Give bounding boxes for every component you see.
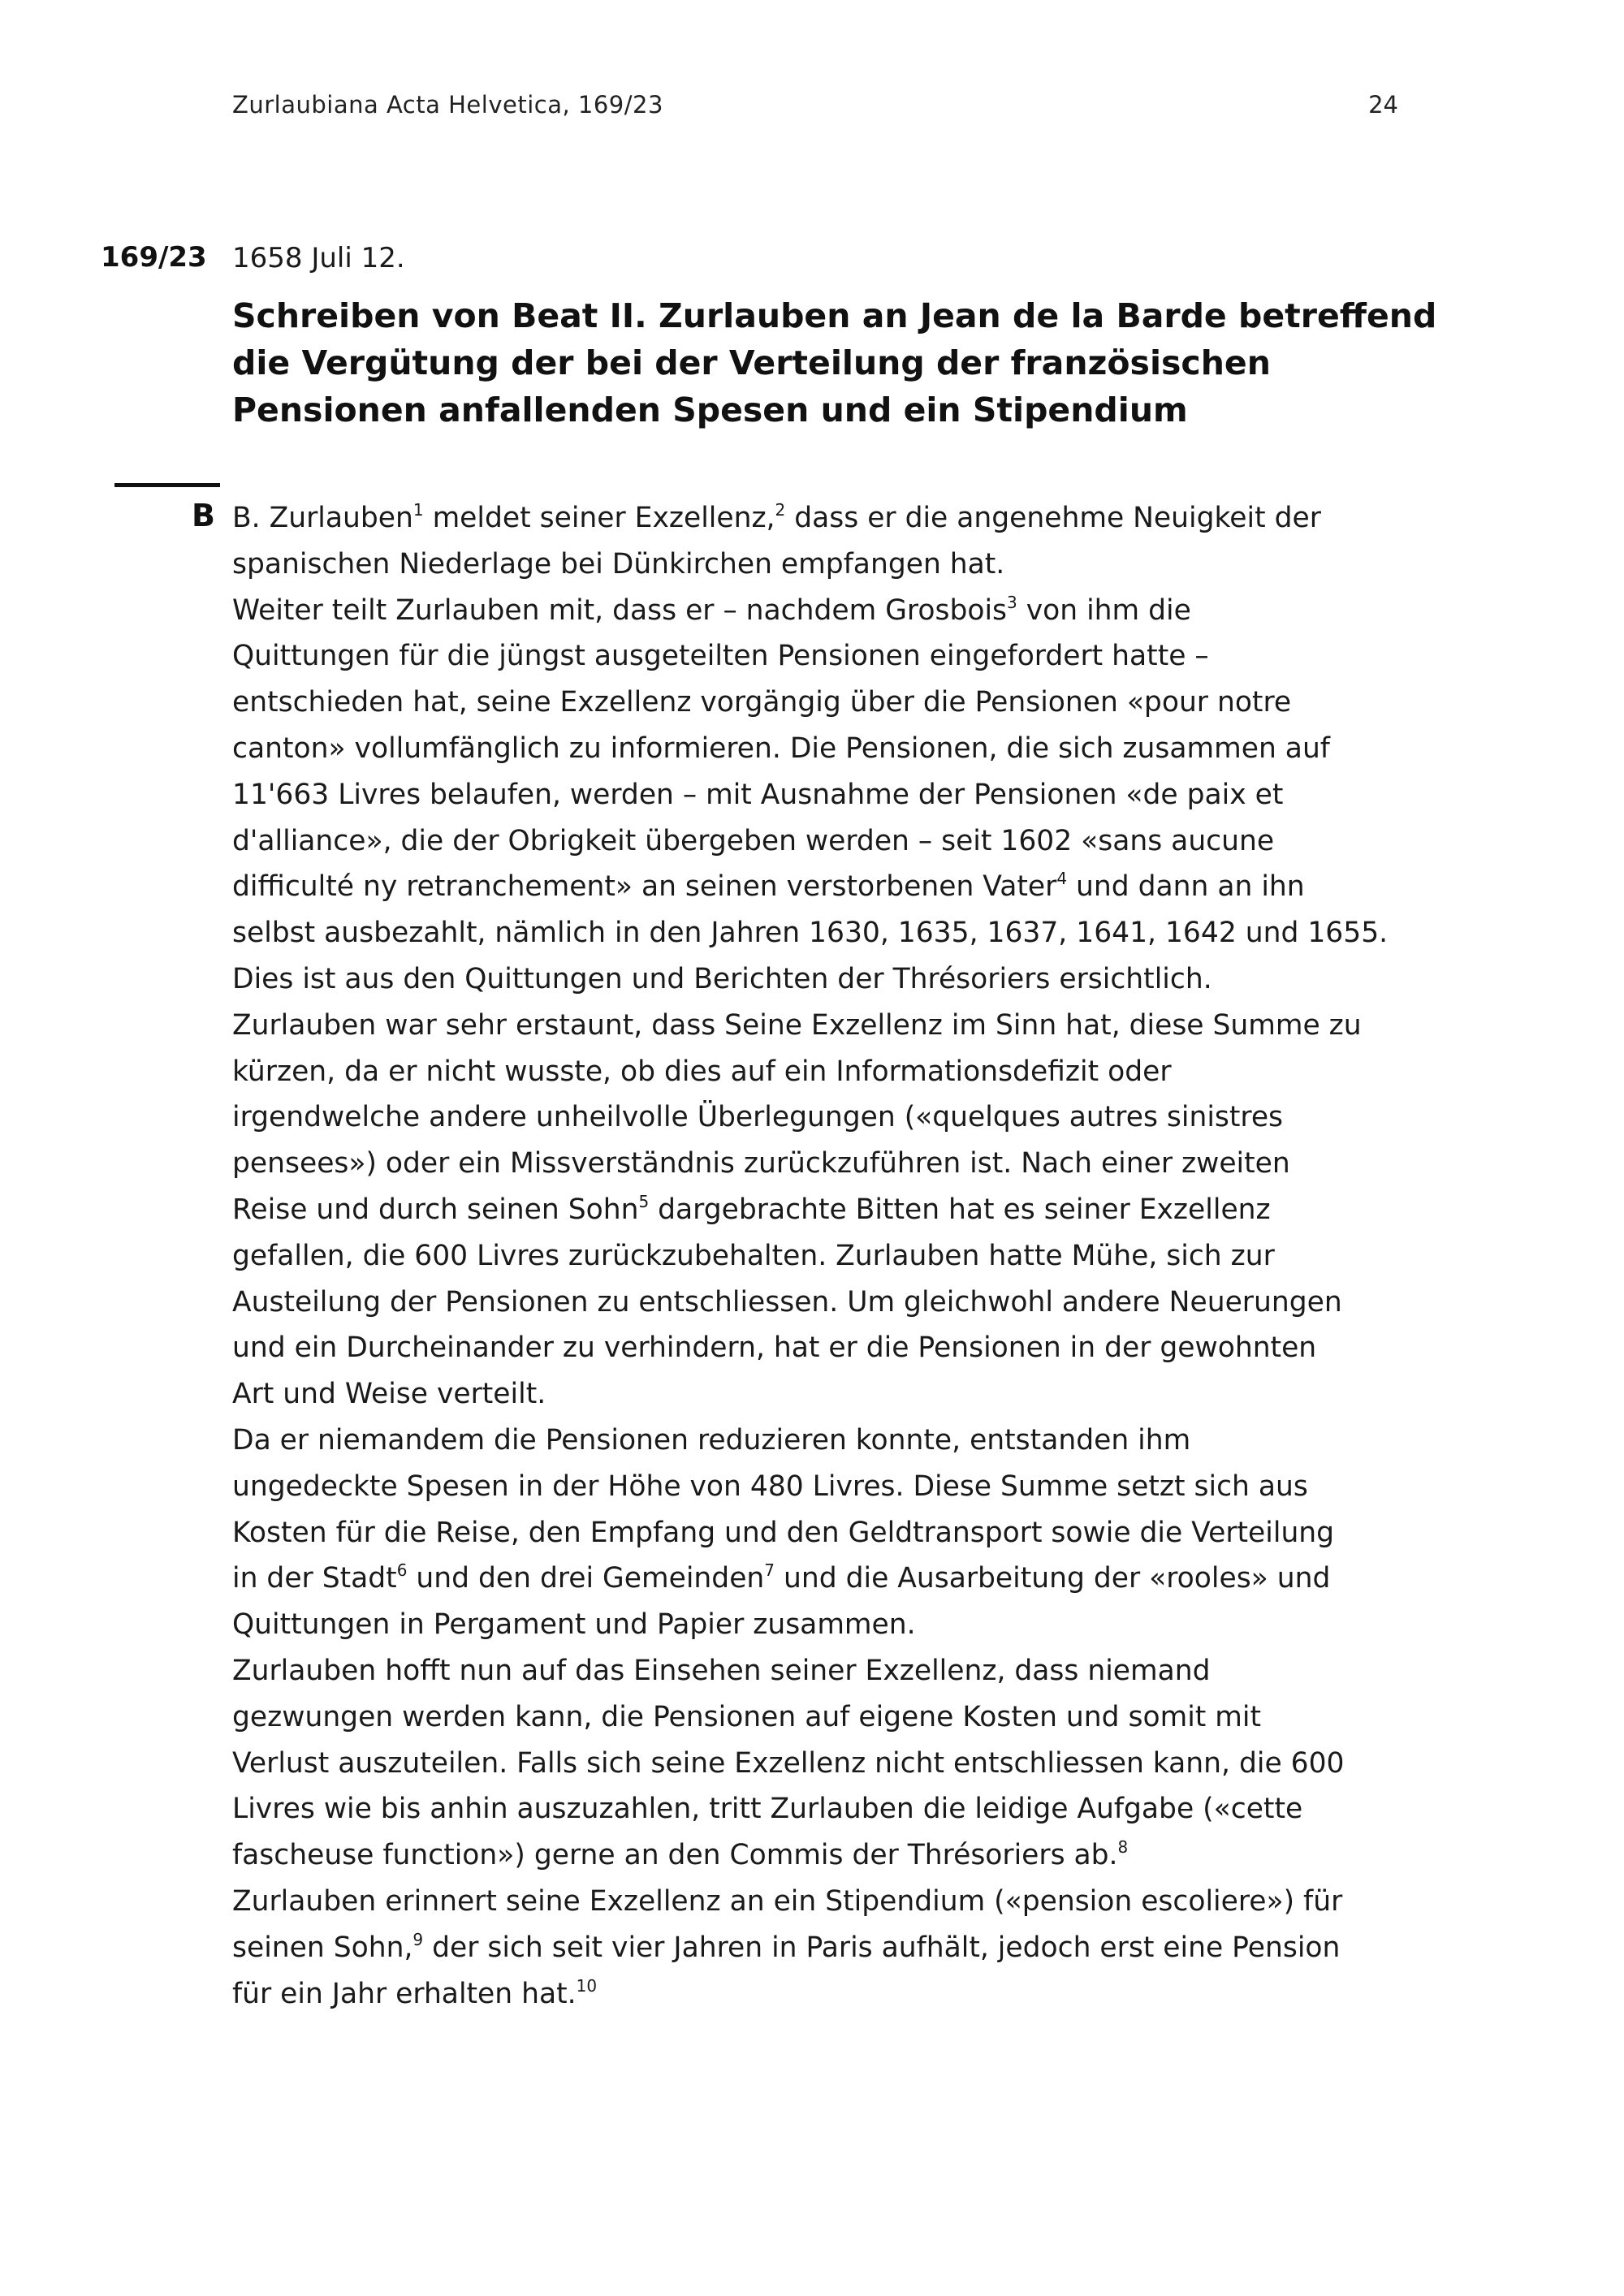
text-segment: gezwungen werden kann, die Pensionen auf eigene Kosten und somit mit [232,1700,1261,1733]
body-line [232,864,1418,910]
body-line [232,956,1418,1003]
text-segment: und die Ausarbeitung der «rooles» und [775,1562,1331,1595]
body-line [232,1049,1418,1095]
title-line: Schreiben von Beat II. Zurlauben an Jean de la Barde betreffend [232,296,1437,335]
footnote-reference: 6 [396,1560,408,1581]
footnote-reference: 10 [576,1975,598,1996]
section-rule [114,483,220,487]
body-line [232,818,1418,865]
body-line [232,1141,1418,1187]
body-line [232,910,1418,956]
text-segment: 11'663 Livres belaufen, werden – mit Ausnahme der Pensionen «de paix et [232,778,1284,811]
title-line: Pensionen anfallenden Spesen und ein Stipendium [232,391,1188,429]
text-segment: gefallen, die 600 Livres zurückzubehalten. Zurlauben hatte Mühe, sich zur [232,1239,1275,1272]
text-segment: Weiter teilt Zurlauben mit, dass er – nachdem Grosbois [232,593,1008,627]
body-line [232,772,1418,818]
footnote-reference: 2 [775,500,786,520]
page-number: 24 [1368,91,1398,119]
body-line [232,495,1418,542]
body-line [232,1694,1418,1741]
text-segment: der sich seit vier Jahren in Paris aufhält, jedoch erst eine Pension [423,1931,1341,1964]
text-segment: seinen Sohn, [232,1931,413,1964]
text-segment: Art und Weise verteilt. [232,1378,546,1411]
text-segment: ungedeckte Spesen in der Höhe von 480 Livres. Diese Summe setzt sich aus [232,1470,1308,1503]
body-line [232,680,1418,726]
text-segment: Zurlauben war sehr erstaunt, dass Seine Exzellenz im Sinn hat, diese Summe zu [232,1008,1362,1042]
text-segment: fascheuse function») gerne an den Commis der Thrésoriers ab. [232,1839,1118,1872]
footnote-reference: 4 [1056,869,1068,889]
document-number: 169/23 [101,241,207,274]
text-segment: Kosten für die Reise, den Empfang und den Geldtransport sowie die Verteilung [232,1516,1335,1549]
text-segment: dargebrachte Bitten hat es seiner Exzellenz [649,1193,1271,1226]
body-line [232,588,1418,634]
body-line [232,1280,1418,1326]
text-segment: Zurlauben hofft nun auf das Einsehen seiner Exzellenz, dass niemand [232,1654,1211,1687]
document-date: 1658 Juli 12. [232,242,405,274]
body-line [232,1925,1418,1971]
text-segment: entschieden hat, seine Exzellenz vorgängig über die Pensionen «pour notre [232,686,1292,719]
body-line [232,1094,1418,1141]
document-title [232,292,1437,434]
title-line: die Vergütung der bei der Verteilung der französischen [232,343,1271,382]
text-segment: d'alliance», die der Obrigkeit übergeben werden – seit 1602 «sans aucune [232,824,1275,857]
running-head: Zurlaubiana Acta Helvetica, 169/23 [232,91,663,119]
body-line [232,1187,1418,1233]
text-segment: und den drei Gemeinden [407,1562,765,1595]
text-segment: irgendwelche andere unheilvolle Überlegungen («quelques autres sinistres [232,1101,1284,1134]
body-line [232,1602,1418,1648]
footnote-reference: 8 [1117,1837,1129,1858]
body-line [232,633,1418,680]
text-segment: Austeilung der Pensionen zu entschliessen. Um gleichwohl andere Neuerungen [232,1285,1342,1318]
footnote-reference: 1 [412,500,424,520]
text-segment: Dies ist aus den Quittungen und Berichten der Thrésoriers ersichtlich. [232,962,1212,995]
body-line [232,542,1418,588]
text-segment: Quittungen in Pergament und Papier zusammen. [232,1608,916,1642]
text-segment: und dann an ihn [1067,870,1305,904]
text-segment: in der Stadt [232,1562,397,1595]
text-segment: difficulté ny retranchement» an seinen verstorbenen Vater [232,870,1057,904]
body-line [232,1510,1418,1556]
body-line [232,1325,1418,1371]
text-segment: dass er die angenehme Neuigkeit der [785,502,1321,534]
text-segment: Quittungen für die jüngst ausgeteilten Pensionen eingefordert hatte – [232,640,1209,673]
body-line [232,1464,1418,1510]
body-line [232,1003,1418,1049]
text-segment: B. Zurlauben [232,502,413,534]
body-line [232,726,1418,772]
body-line [232,1556,1418,1602]
body-line [232,1741,1418,1787]
text-segment: Zurlauben erinnert seine Exzellenz an ein Stipendium («pension escoliere») für [232,1884,1343,1918]
body-line [232,1971,1418,2018]
text-segment: Da er niemandem die Pensionen reduzieren konnte, entstanden ihm [232,1423,1191,1457]
text-segment: spanischen Niederlage bei Dünkirchen empfangen hat. [232,547,1005,580]
footnote-reference: 9 [412,1929,424,1949]
summary-text [232,495,1418,2017]
text-segment: kürzen, da er nicht wusste, ob dies auf ein Informationsdefizit oder [232,1055,1172,1088]
text-segment: pensees») oder ein Missverständnis zurückzuführen ist. Nach einer zweiten [232,1147,1290,1180]
text-segment: selbst ausbezahlt, nämlich in den Jahren 1630, 1635, 1637, 1641, 1642 und 1655. [232,917,1389,950]
footnote-reference: 5 [638,1191,650,1211]
text-segment: canton» vollumfänglich zu informieren. Die Pensionen, die sich zusammen auf [232,732,1330,765]
body-line [232,1879,1418,1925]
body-line [232,1648,1418,1694]
body-line [232,1233,1418,1280]
body-line [232,1832,1418,1879]
footnote-reference: 3 [1007,592,1017,612]
text-segment: für ein Jahr erhalten hat. [232,1977,577,2010]
body-line [232,1786,1418,1832]
body-line [232,1418,1418,1464]
section-marker: B [192,498,215,533]
text-segment: Verlust auszuteilen. Falls sich seine Exzellenz nicht entschliessen kann, die 600 [232,1746,1345,1780]
footnote-reference: 7 [764,1560,775,1581]
text-segment: Livres wie bis anhin auszuzahlen, tritt Zurlauben die leidige Aufgabe («cette [232,1793,1303,1826]
text-segment: und ein Durcheinander zu verhindern, hat er die Pensionen in der gewohnten [232,1331,1317,1365]
text-segment: von ihm die [1017,593,1191,627]
text-segment: Reise und durch seinen Sohn [232,1193,639,1226]
body-line [232,1371,1418,1418]
text-segment: meldet seiner Exzellenz, [423,502,775,534]
